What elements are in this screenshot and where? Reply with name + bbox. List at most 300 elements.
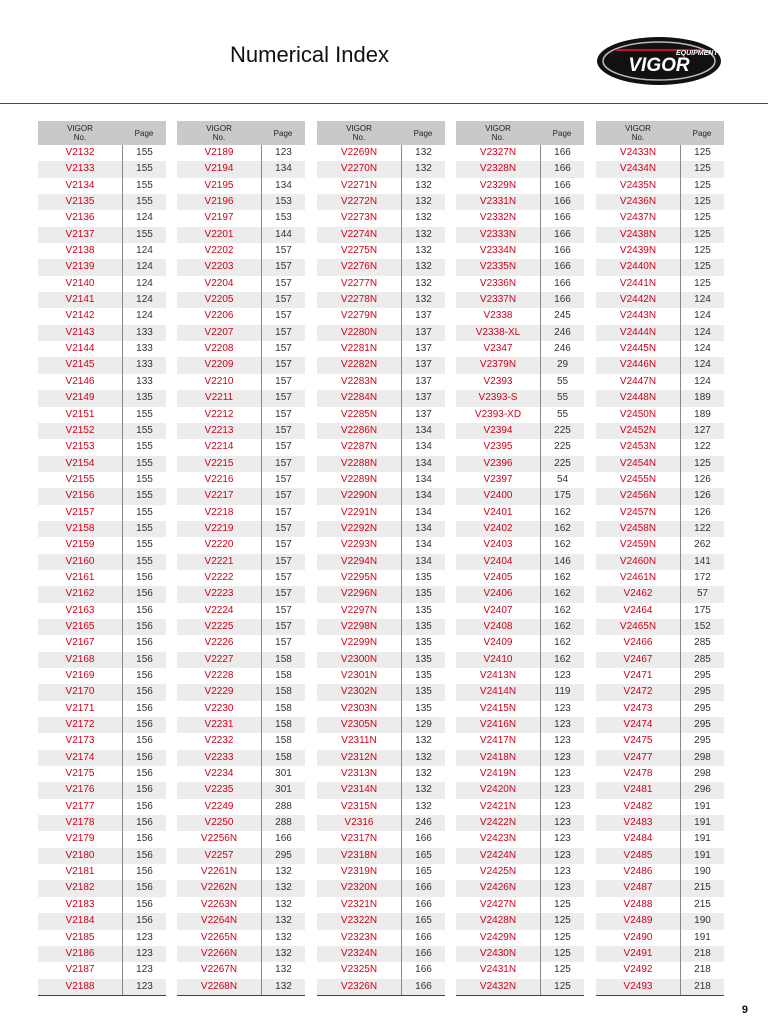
- page-ref: 191: [680, 848, 724, 864]
- page-ref: 135: [401, 603, 445, 619]
- page-ref: 132: [401, 799, 445, 815]
- page-ref: 132: [261, 880, 305, 896]
- page-ref: 157: [261, 439, 305, 455]
- page-ref: 175: [540, 488, 584, 504]
- page-ref: 124: [680, 374, 724, 390]
- table-row: [38, 619, 166, 635]
- page-ref: 134: [401, 439, 445, 455]
- vigor-number: V2447N: [619, 375, 657, 387]
- page-ref: 189: [680, 390, 724, 406]
- vigor-number: V2208: [204, 343, 234, 355]
- vigor-number: V2182: [65, 882, 95, 894]
- vigor-number: V2173: [65, 735, 95, 747]
- table-row: [177, 570, 305, 586]
- table-row: [596, 456, 724, 472]
- table-row: [456, 554, 584, 570]
- page-ref: 155: [122, 456, 166, 472]
- vigor-number: V2492: [623, 964, 653, 976]
- table-row: [177, 292, 305, 308]
- page-ref: 262: [680, 537, 724, 553]
- page-ref: 156: [122, 913, 166, 929]
- vigor-number: V2272N: [340, 196, 378, 208]
- vigor-number: V2152: [65, 424, 95, 436]
- page-ref: 191: [680, 815, 724, 831]
- page-ref: 296: [680, 782, 724, 798]
- page-ref: 155: [122, 488, 166, 504]
- table-row: [596, 325, 724, 341]
- vigor-number: V2194: [204, 163, 234, 175]
- table-row: [177, 554, 305, 570]
- page-ref: 125: [540, 897, 584, 913]
- vigor-number: V2167: [65, 637, 95, 649]
- page-ref: 124: [680, 357, 724, 373]
- page-ref: 125: [680, 194, 724, 210]
- page-ref: 132: [401, 259, 445, 275]
- page-ref: 132: [261, 930, 305, 946]
- table-row: [38, 684, 166, 700]
- table-row: [456, 799, 584, 815]
- table-row: [317, 831, 445, 847]
- vigor-number: V2168: [65, 653, 95, 665]
- vigor-logo: [596, 36, 722, 86]
- page-ref: 215: [680, 897, 724, 913]
- vigor-number: V2221: [204, 555, 234, 567]
- page-number: 9: [741, 1004, 748, 1016]
- vigor-number: V2203: [204, 261, 234, 273]
- table-row: [177, 357, 305, 373]
- table-row: [596, 243, 724, 259]
- table-row: [317, 979, 445, 995]
- vigor-number: V2149: [65, 392, 95, 404]
- vigor-number: V2416N: [479, 719, 517, 731]
- table-row: [456, 831, 584, 847]
- vigor-number: V2477: [623, 751, 653, 763]
- table-row: [38, 848, 166, 864]
- page-ref: 125: [540, 979, 584, 995]
- vigor-number: V2465N: [619, 620, 657, 632]
- page-ref: 156: [122, 603, 166, 619]
- page-ref: 125: [680, 227, 724, 243]
- vigor-number: V2408: [483, 620, 513, 632]
- table-row: [596, 178, 724, 194]
- table-row: [456, 864, 584, 880]
- page-ref: 225: [540, 423, 584, 439]
- vigor-number: V2233: [204, 751, 234, 763]
- vigor-number: V2311N: [341, 735, 377, 747]
- vigor-number: V2185: [65, 931, 95, 943]
- table-row: [317, 930, 445, 946]
- page-ref: 55: [540, 374, 584, 390]
- page-ref: 54: [540, 472, 584, 488]
- page-ref: 166: [540, 194, 584, 210]
- page-ref: 133: [122, 341, 166, 357]
- vigor-number: V2425N: [479, 866, 517, 878]
- page-ref: 155: [122, 439, 166, 455]
- table-row: [456, 848, 584, 864]
- table-row: [317, 259, 445, 275]
- vigor-number: V2409: [483, 637, 513, 649]
- table-row: [456, 717, 584, 733]
- vigor-number: V2302N: [340, 686, 378, 698]
- page-ref: 124: [122, 210, 166, 226]
- vigor-number: V2312N: [340, 751, 378, 763]
- table-row: [456, 635, 584, 651]
- page-ref: 165: [401, 864, 445, 880]
- column-header: [177, 121, 305, 145]
- table-row: [38, 750, 166, 766]
- page-ref: 157: [261, 407, 305, 423]
- table-row: [177, 488, 305, 504]
- table-row: [456, 488, 584, 504]
- table-row: [456, 701, 584, 717]
- page-ref: 135: [401, 701, 445, 717]
- vigor-number: V2419N: [479, 768, 517, 780]
- table-row: [38, 374, 166, 390]
- table-row: [38, 407, 166, 423]
- vigor-number: V2205: [204, 294, 234, 306]
- vigor-number: V2459N: [619, 539, 657, 551]
- column-bottom-rule: [456, 995, 584, 996]
- table-row: [596, 733, 724, 749]
- page-ref: 125: [680, 178, 724, 194]
- page-ref: 162: [540, 603, 584, 619]
- table-row: [596, 946, 724, 962]
- vigor-number: V2326N: [340, 980, 378, 992]
- page-ref: 298: [680, 766, 724, 782]
- page-ref: 134: [401, 537, 445, 553]
- table-row: [38, 815, 166, 831]
- vigor-number: V2402: [483, 522, 513, 534]
- page-ref: 132: [401, 733, 445, 749]
- vigor-number: V2296N: [340, 588, 378, 600]
- table-row: [38, 930, 166, 946]
- table-row: [317, 586, 445, 602]
- vigor-number: V2335N: [479, 261, 517, 273]
- vigor-number: V2232: [204, 735, 234, 747]
- vigor-number: V2256N: [200, 833, 238, 845]
- page-ref: 157: [261, 521, 305, 537]
- page-ref: 156: [122, 880, 166, 896]
- table-row: [317, 701, 445, 717]
- vigor-number: V2338: [483, 310, 513, 322]
- page-ref: 156: [122, 750, 166, 766]
- vigor-number: V2278N: [340, 294, 378, 306]
- table-row: [317, 325, 445, 341]
- page-ref: 162: [540, 521, 584, 537]
- page-ref: 125: [680, 259, 724, 275]
- vigor-number: V2486: [623, 866, 653, 878]
- table-row: [596, 505, 724, 521]
- page-ref: 132: [261, 864, 305, 880]
- page-ref: 156: [122, 701, 166, 717]
- vigor-number: V2220: [204, 539, 234, 551]
- vigor-number: V2321N: [340, 898, 378, 910]
- vigor-number: V2257: [204, 849, 234, 861]
- vigor-number: V2186: [65, 947, 95, 959]
- table-row: [177, 341, 305, 357]
- header-page: Page: [273, 128, 293, 138]
- vigor-number: V2429N: [479, 931, 517, 943]
- vigor-number: V2284N: [340, 392, 378, 404]
- table-row: [38, 161, 166, 177]
- vigor-number: V2434N: [619, 163, 657, 175]
- vigor-number: V2332N: [479, 212, 517, 224]
- vigor-number: V2279N: [340, 310, 378, 322]
- table-row: [596, 635, 724, 651]
- vigor-number: V2183: [65, 898, 95, 910]
- vigor-number: V2132: [65, 147, 95, 158]
- vigor-number: V2427N: [479, 898, 517, 910]
- table-row: [177, 227, 305, 243]
- table-row: [317, 815, 445, 831]
- vigor-number: V2440N: [619, 261, 657, 273]
- vigor-number: V2441N: [619, 277, 657, 289]
- page-ref: 295: [680, 701, 724, 717]
- table-row: [177, 880, 305, 896]
- table-row: [456, 586, 584, 602]
- page-ref: 135: [401, 619, 445, 635]
- vigor-number: V2224: [204, 604, 234, 616]
- page-ref: 156: [122, 717, 166, 733]
- page-ref: 137: [401, 357, 445, 373]
- table-row: [456, 684, 584, 700]
- vigor-number: V2407: [483, 604, 513, 616]
- page-ref: 125: [540, 946, 584, 962]
- table-row: [38, 390, 166, 406]
- table-row: [456, 357, 584, 373]
- page-ref: 165: [401, 848, 445, 864]
- page-ref: 127: [680, 423, 724, 439]
- vigor-number: V2323N: [340, 931, 378, 943]
- page-ref: 123: [540, 668, 584, 684]
- page-ref: 137: [401, 308, 445, 324]
- page-ref: 126: [680, 472, 724, 488]
- vigor-number: V2403: [483, 539, 513, 551]
- page-ref: 134: [401, 521, 445, 537]
- page-ref: 225: [540, 456, 584, 472]
- page-ref: 132: [401, 210, 445, 226]
- vigor-number: V2436N: [619, 196, 657, 208]
- table-row: [177, 325, 305, 341]
- table-row: [456, 766, 584, 782]
- table-row: [317, 488, 445, 504]
- table-row: [317, 292, 445, 308]
- vigor-number: V2438N: [619, 228, 657, 240]
- vigor-number: V2443N: [619, 310, 657, 322]
- table-row: [38, 962, 166, 978]
- page-ref: 55: [540, 390, 584, 406]
- vigor-number: V2472: [623, 686, 653, 698]
- vigor-number: V2414N: [479, 686, 517, 698]
- table-row: [317, 864, 445, 880]
- vigor-number: V2324N: [340, 947, 378, 959]
- page-ref: 146: [540, 554, 584, 570]
- page-ref: 119: [540, 684, 584, 700]
- table-row: [177, 668, 305, 684]
- vigor-number: V2453N: [619, 441, 657, 453]
- page-ref: 246: [540, 341, 584, 357]
- page-ref: 190: [680, 913, 724, 929]
- page-ref: 162: [540, 635, 584, 651]
- table-row: [38, 325, 166, 341]
- page-ref: 156: [122, 635, 166, 651]
- page-ref: 137: [401, 325, 445, 341]
- table-row: [38, 505, 166, 521]
- page-ref: 123: [540, 782, 584, 798]
- page-ref: 225: [540, 439, 584, 455]
- table-row: [38, 799, 166, 815]
- vigor-number: V2163: [65, 604, 95, 616]
- page-ref: 124: [122, 292, 166, 308]
- table-row: [177, 178, 305, 194]
- page-ref: 133: [122, 357, 166, 373]
- vigor-number: V2226: [204, 637, 234, 649]
- vigor-number: V2144: [65, 343, 95, 355]
- page-ref: 155: [122, 554, 166, 570]
- vigor-number: V2454N: [619, 457, 657, 469]
- header-divider: [0, 103, 768, 104]
- vigor-number: V2317N: [340, 833, 378, 845]
- table-row: [456, 880, 584, 896]
- vigor-number: V2225: [204, 620, 234, 632]
- table-row: [38, 439, 166, 455]
- vigor-number: V2249: [204, 800, 234, 812]
- vigor-number: V2314N: [340, 784, 378, 796]
- table-row: [456, 145, 584, 161]
- page-ref: 123: [261, 145, 305, 161]
- table-row: [38, 145, 166, 161]
- column-bottom-rule: [38, 995, 166, 996]
- vigor-number: V2271N: [340, 179, 378, 191]
- page-ref: 123: [540, 799, 584, 815]
- page-ref: 301: [261, 782, 305, 798]
- vigor-number: V2428N: [479, 915, 517, 927]
- vigor-number: V2160: [65, 555, 95, 567]
- vigor-number: V2328N: [479, 163, 517, 175]
- page-ref: 132: [401, 145, 445, 161]
- table-row: [38, 472, 166, 488]
- table-row: [177, 831, 305, 847]
- table-row: [317, 913, 445, 929]
- table-row: [317, 946, 445, 962]
- table-row: [317, 733, 445, 749]
- page-ref: 295: [680, 717, 724, 733]
- page-ref: 157: [261, 554, 305, 570]
- table-row: [317, 570, 445, 586]
- vigor-number: V2329N: [479, 179, 517, 191]
- table-row: [596, 766, 724, 782]
- page-ref: 298: [680, 750, 724, 766]
- table-row: [177, 210, 305, 226]
- page-ref: 166: [540, 276, 584, 292]
- header-vigor-no: VIGOR No.: [67, 124, 93, 142]
- page-ref: 218: [680, 946, 724, 962]
- table-row: [456, 521, 584, 537]
- page-ref: 132: [401, 243, 445, 259]
- table-row: [177, 962, 305, 978]
- vigor-number: V2437N: [619, 212, 657, 224]
- page-ref: 288: [261, 799, 305, 815]
- table-row: [38, 979, 166, 995]
- vigor-number: V2303N: [340, 702, 378, 714]
- page-ref: 162: [540, 586, 584, 602]
- vigor-number: V2276N: [340, 261, 378, 273]
- vigor-number: V2202: [204, 245, 234, 257]
- table-row: [317, 341, 445, 357]
- table-row: [177, 897, 305, 913]
- page-ref: 156: [122, 831, 166, 847]
- page-ref: 134: [401, 423, 445, 439]
- page-ref: 134: [401, 488, 445, 504]
- vigor-number: V2483: [623, 817, 653, 829]
- page-ref: 166: [401, 930, 445, 946]
- vigor-number: V2291N: [340, 506, 378, 518]
- table-row: [317, 210, 445, 226]
- table-row: [456, 913, 584, 929]
- page-ref: 156: [122, 897, 166, 913]
- vigor-number: V2452N: [619, 424, 657, 436]
- vigor-number: V2333N: [479, 228, 517, 240]
- vigor-number: V2450N: [619, 408, 657, 420]
- vigor-number: V2481: [623, 784, 653, 796]
- vigor-number: V2157: [65, 506, 95, 518]
- vigor-number: V2299N: [340, 637, 378, 649]
- table-row: [38, 276, 166, 292]
- vigor-number: V2490: [623, 931, 653, 943]
- vigor-number: V2143: [65, 326, 95, 338]
- table-row: [456, 439, 584, 455]
- vigor-number: V2444N: [619, 326, 657, 338]
- vigor-number: V2154: [65, 457, 95, 469]
- page-ref: 155: [122, 472, 166, 488]
- table-row: [38, 456, 166, 472]
- table-row: [596, 390, 724, 406]
- page-ref: 156: [122, 864, 166, 880]
- page-ref: 155: [122, 227, 166, 243]
- page-ref: 246: [401, 815, 445, 831]
- page-ref: 132: [261, 946, 305, 962]
- table-row: [38, 554, 166, 570]
- page-ref: 162: [540, 619, 584, 635]
- table-row: [38, 946, 166, 962]
- vigor-number: V2488: [623, 898, 653, 910]
- page-ref: 156: [122, 848, 166, 864]
- table-row: [596, 962, 724, 978]
- page-ref: 166: [401, 962, 445, 978]
- table-row: [317, 668, 445, 684]
- page-ref: 157: [261, 619, 305, 635]
- vigor-number: V2165: [65, 620, 95, 632]
- vigor-number: V2424N: [479, 849, 517, 861]
- table-row: [317, 897, 445, 913]
- table-row: [177, 161, 305, 177]
- vigor-number: V2435N: [619, 179, 657, 191]
- page-ref: 123: [540, 766, 584, 782]
- table-row: [177, 407, 305, 423]
- table-row: [317, 521, 445, 537]
- page-ref: 132: [401, 782, 445, 798]
- page-ref: 132: [261, 979, 305, 995]
- page-ref: 156: [122, 586, 166, 602]
- table-row: [177, 799, 305, 815]
- vigor-number: V2275N: [340, 245, 378, 257]
- table-row: [38, 227, 166, 243]
- vigor-number: V2141: [65, 294, 95, 306]
- table-row: [177, 390, 305, 406]
- page-ref: 155: [122, 537, 166, 553]
- vigor-number: V2137: [65, 228, 95, 240]
- table-row: [456, 668, 584, 684]
